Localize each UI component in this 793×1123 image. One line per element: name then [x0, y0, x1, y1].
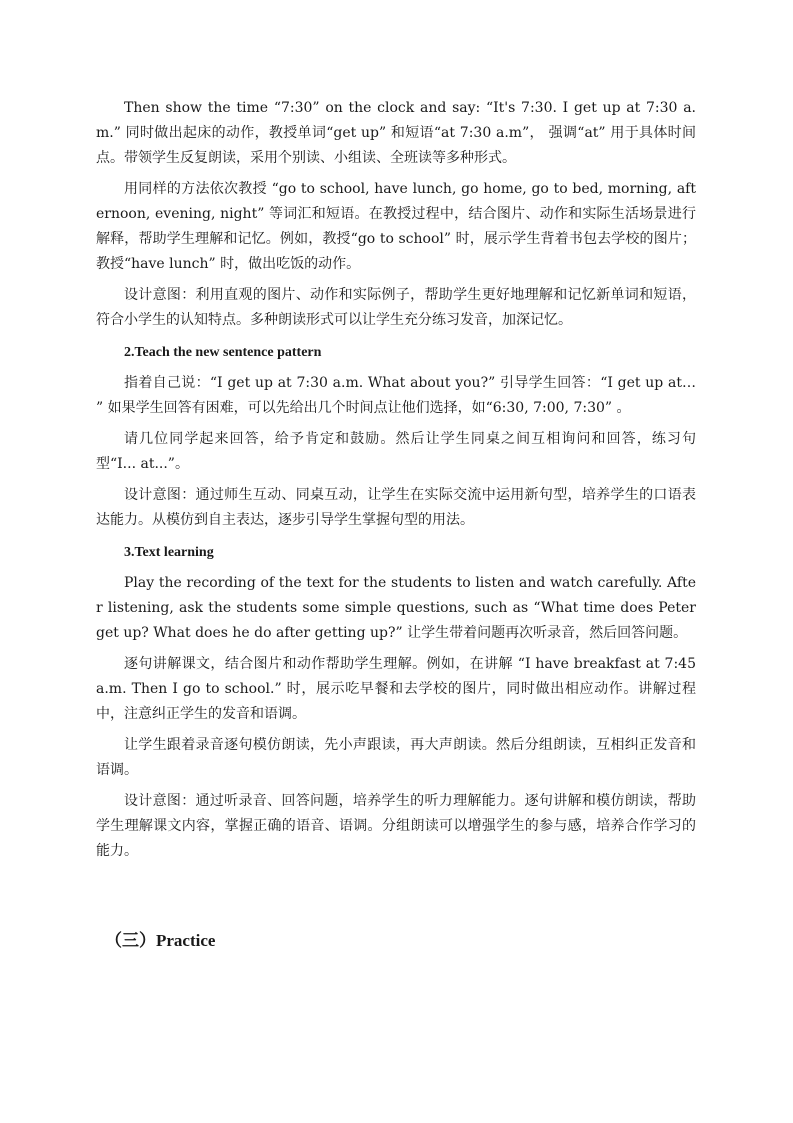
paragraph-play-recording: Play the recording of the text for the students to listen and watch carefully. After listening, ask the students some simple questions, such as “What time does Peter get up? What does he do after getting up?” 让学生带着问题再次听录音，然后回答问题。: [96, 575, 696, 641]
paragraph-design-intent-2: 设计意图：通过师生互动、同桌互动，让学生在实际交流中运用新句型，培养学生的口语表达能力。从模仿到自主表达，逐步引导学生掌握句型的用法。: [96, 487, 696, 528]
section-title-practice: （三）Practice: [105, 931, 216, 950]
heading-sentence-pattern: 2.Teach the new sentence pattern: [124, 345, 322, 360]
paragraph-design-intent-1: 设计意图：利用直观的图片、动作和实际例子，帮助学生更好地理解和记忆新单词和短语，符合小学生的认知特点。多种朗读形式可以让学生充分练习发音，加深记忆。: [96, 287, 696, 328]
paragraph-explain-text: 逐句讲解课文，结合图片和动作帮助学生理解。例如，在讲解 “I have breakfast at 7:45 a.m. Then I go to school.” 时，展示吃早餐和去学校的图片，同时做出相应动作。讲解过程中，注意纠正学生的发音和语调。: [96, 656, 696, 722]
paragraph-ask-classmates: 请几位同学起来回答，给予肯定和鼓励。然后让学生同桌之间互相询问和回答，练习句型“I... at...”。: [96, 431, 696, 472]
heading-text-learning: 3.Text learning: [124, 545, 214, 560]
paragraph-imitate-reading: 让学生跟着录音逐句模仿朗读，先小声跟读，再大声朗读。然后分组朗读，互相纠正发音和语调。: [96, 737, 696, 778]
document-body: [96, 96, 696, 864]
paragraph-point-to-self: 指着自己说：“I get up at 7:30 a.m. What about you?” 引导学生回答：“I get up at… ” 如果学生回答有困难，可以先给出几个时间点让他们选择，如“6:30, 7:00, 7:30” 。: [96, 375, 696, 416]
paragraph-teach-phrases: 用同样的方法依次教授 “go to school, have lunch, go home, go to bed, morning, afternoon, evening, night” 等词汇和短语。在教授过程中，结合图片、动作和实际生活场景进行解释，帮助学生理解和记忆。例如，教授“go to school” 时，展示学生背着书包去学校的图片；教授“have lunch” 时，做出吃饭的动作。: [96, 181, 696, 272]
paragraph-design-intent-3: 设计意图：通过听录音、回答问题，培养学生的听力理解能力。逐句讲解和模仿朗读，帮助学生理解课文内容，掌握正确的语音、语调。分组朗读可以增强学生的参与感，培养合作学习的能力。: [96, 793, 696, 859]
paragraph-show-time: Then show the time “7:30” on the clock and say: “It's 7:30. I get up at 7:30 a.m.” 同时做出起床的动作，教授单词“get up” 和短语“at 7:30 a.m”， 强调“at” 用于具体时间点。带领学生反复朗读，采用个别读、小组读、全班读等多种形式。: [96, 100, 696, 166]
